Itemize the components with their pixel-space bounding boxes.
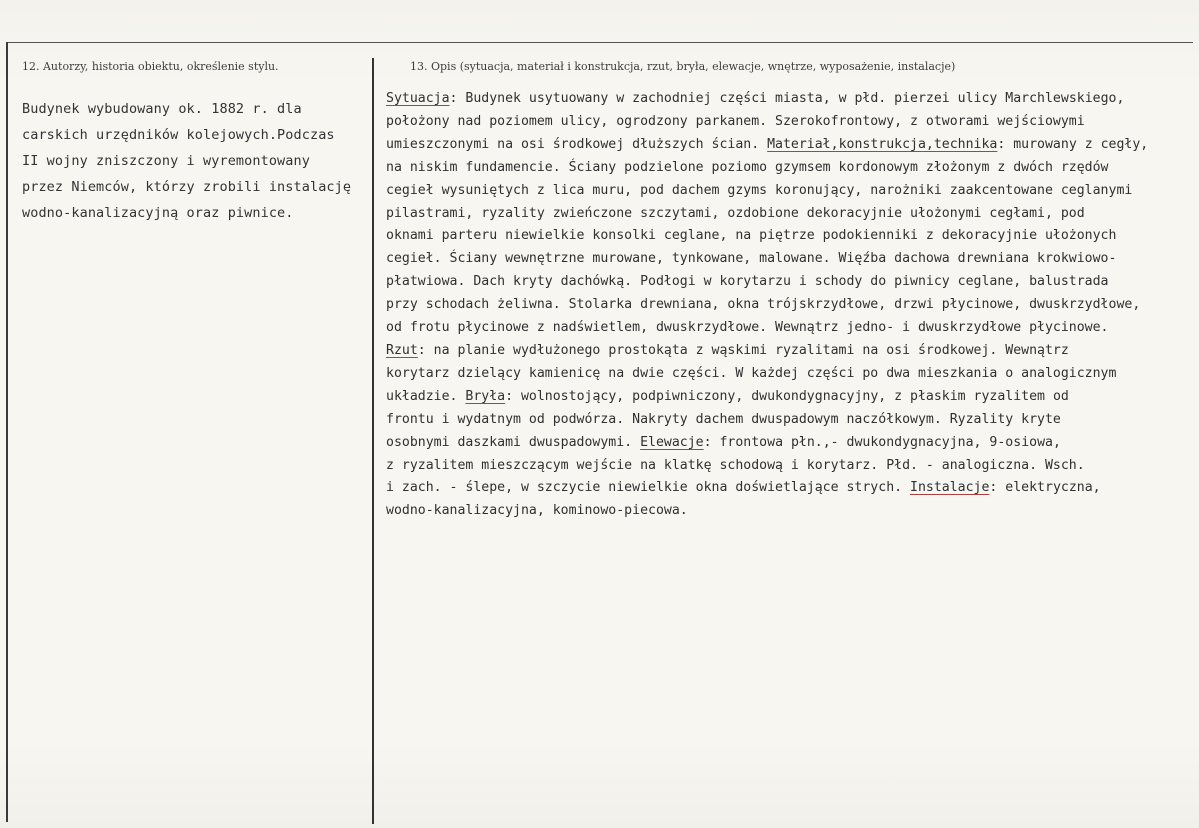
section-label: Bryła [465,388,506,404]
text-run: umieszczonymi na osi środkowej dłuższych ścian. [386,136,768,152]
text-run: cegieł. Ściany wewnętrzne murowane, tynkowane, malowane. Więźba dachowa drewniana krokwiowo- [386,251,1117,267]
text-run: frontu i wydatnym od podwórza. Nakryty dachem dwuspadowym naczółkowym. Ryzality kryte [386,411,1061,427]
section-label: Sytuacja [386,91,450,106]
description-line [386,134,1176,157]
text-run: pilastrami, ryzality zwieńczone szczytami, ozdobione dekoracyjnie ułożonymi cegłami, pod [386,205,1085,221]
section-label: Rzut [386,342,418,358]
text-run: osobnymi daszkami dwuspadowymi. [386,434,641,450]
text-run: przy schodach żeliwna. Stolarka drewniana, okna trójskrzydłowe, drzwi płycinowe, dwuskrzydłowe, [386,297,1141,313]
text-run: : elektryczna, [989,480,1101,496]
description-text [386,88,1176,523]
section-13-header: 13. Opis (sytuacja, materiał i konstrukcja, rzut, bryła, elewacje, wnętrze, wyposażenie, instalacje) [410,60,956,73]
text-run: oknami parteru niewielkie konsolki ceglane, na piętrze podokienniki z dekoracyjnie ułożonych [386,228,1117,244]
description-line [386,111,1176,134]
description-line [386,455,1176,478]
column-divider [372,58,374,824]
text-run: korytarz dzielący kamienicę na dwie części. W każdej części po dwa mieszkania o analogicznym [386,365,1117,381]
description-line [386,225,1176,248]
text-run: : frontowa płn.,- dwukondygnacyjna, 9-osiowa, [703,434,1061,450]
description-line [386,317,1176,340]
text-run: z ryzalitem mieszczącym wejście na klatkę schodową i korytarz. Płd. - analogiczna. Wsch. [386,457,1085,473]
history-line: II wojny zniszczony i wyremontowany [22,153,310,169]
description-line [386,180,1176,203]
top-rule [6,42,1193,43]
description-line [386,363,1176,386]
description-line [386,88,1176,111]
text-run: i zach. - ślepe, w szczycie niewielkie okna doświetlające strych. [386,480,911,496]
text-run: na niskim fundamencie. Ściany podzielone poziomo gzymsem kordonowym złożonym z dwóch rzędów [386,159,1109,175]
section-label: Materiał,konstrukcja,technika [767,136,998,152]
description-line [386,203,1176,226]
description-line [386,409,1176,432]
text-run: układzie. [386,388,466,404]
text-run: od frotu płycinowe z nadświetlem, dwuskrzydłowe. Wewnątrz jedno- i dwuskrzydłowe płycinowe. [386,320,1109,336]
description-line [386,271,1176,294]
text-run: : murowany z cegły, [997,136,1149,152]
text-run: wodno-kanalizacyjna, kominowo-piecowa. [386,503,688,519]
text-run: cegieł wysuniętych z lica muru, pod dachem gzyms koronujący, narożniki zaakcentowane ceglanymi [386,182,1133,198]
description-line [386,477,1176,500]
description-line [386,386,1176,409]
section-12-header: 12. Autorzy, historia obiektu, określenie stylu. [22,60,279,73]
text-run: : na planie wydłużonego prostokąta z wąskimi ryzalitami na osi środkowej. Wewnątrz [417,342,1069,358]
section-label: Elewacje [640,434,704,450]
description-line [386,432,1176,455]
text-run: : wolnostojący, podpiwniczony, dwukondygnacyjny, z płaskim ryzalitem od [505,388,1069,404]
text-run: położony nad poziomem ulicy, ogrodzony parkanem. Szerokofrontowy, z otworami wejściowymi [386,113,1085,129]
history-line: przez Niemców, którzy zrobili instalację [22,179,352,195]
history-line: carskich urzędników kolejowych.Podczas [22,127,335,143]
history-line: wodno-kanalizacyjną oraz piwnice. [22,205,294,221]
description-line [386,294,1176,317]
text-run: płatwiowa. Dach kryty dachówką. Podłogi w korytarzu i schody do piwnicy ceglane, balustrada [386,274,1109,290]
description-line [386,248,1176,271]
description-line [386,500,1176,523]
left-rule [6,42,8,822]
description-line [386,157,1176,180]
text-run: : Budynek usytuowany w zachodniej części miasta, w płd. pierzei ulicy Marchlewskiego, [449,91,1125,106]
history-text [22,96,362,226]
description-line [386,340,1176,363]
history-line: Budynek wybudowany ok. 1882 r. dla [22,101,302,117]
section-label: Instalacje [910,480,990,496]
